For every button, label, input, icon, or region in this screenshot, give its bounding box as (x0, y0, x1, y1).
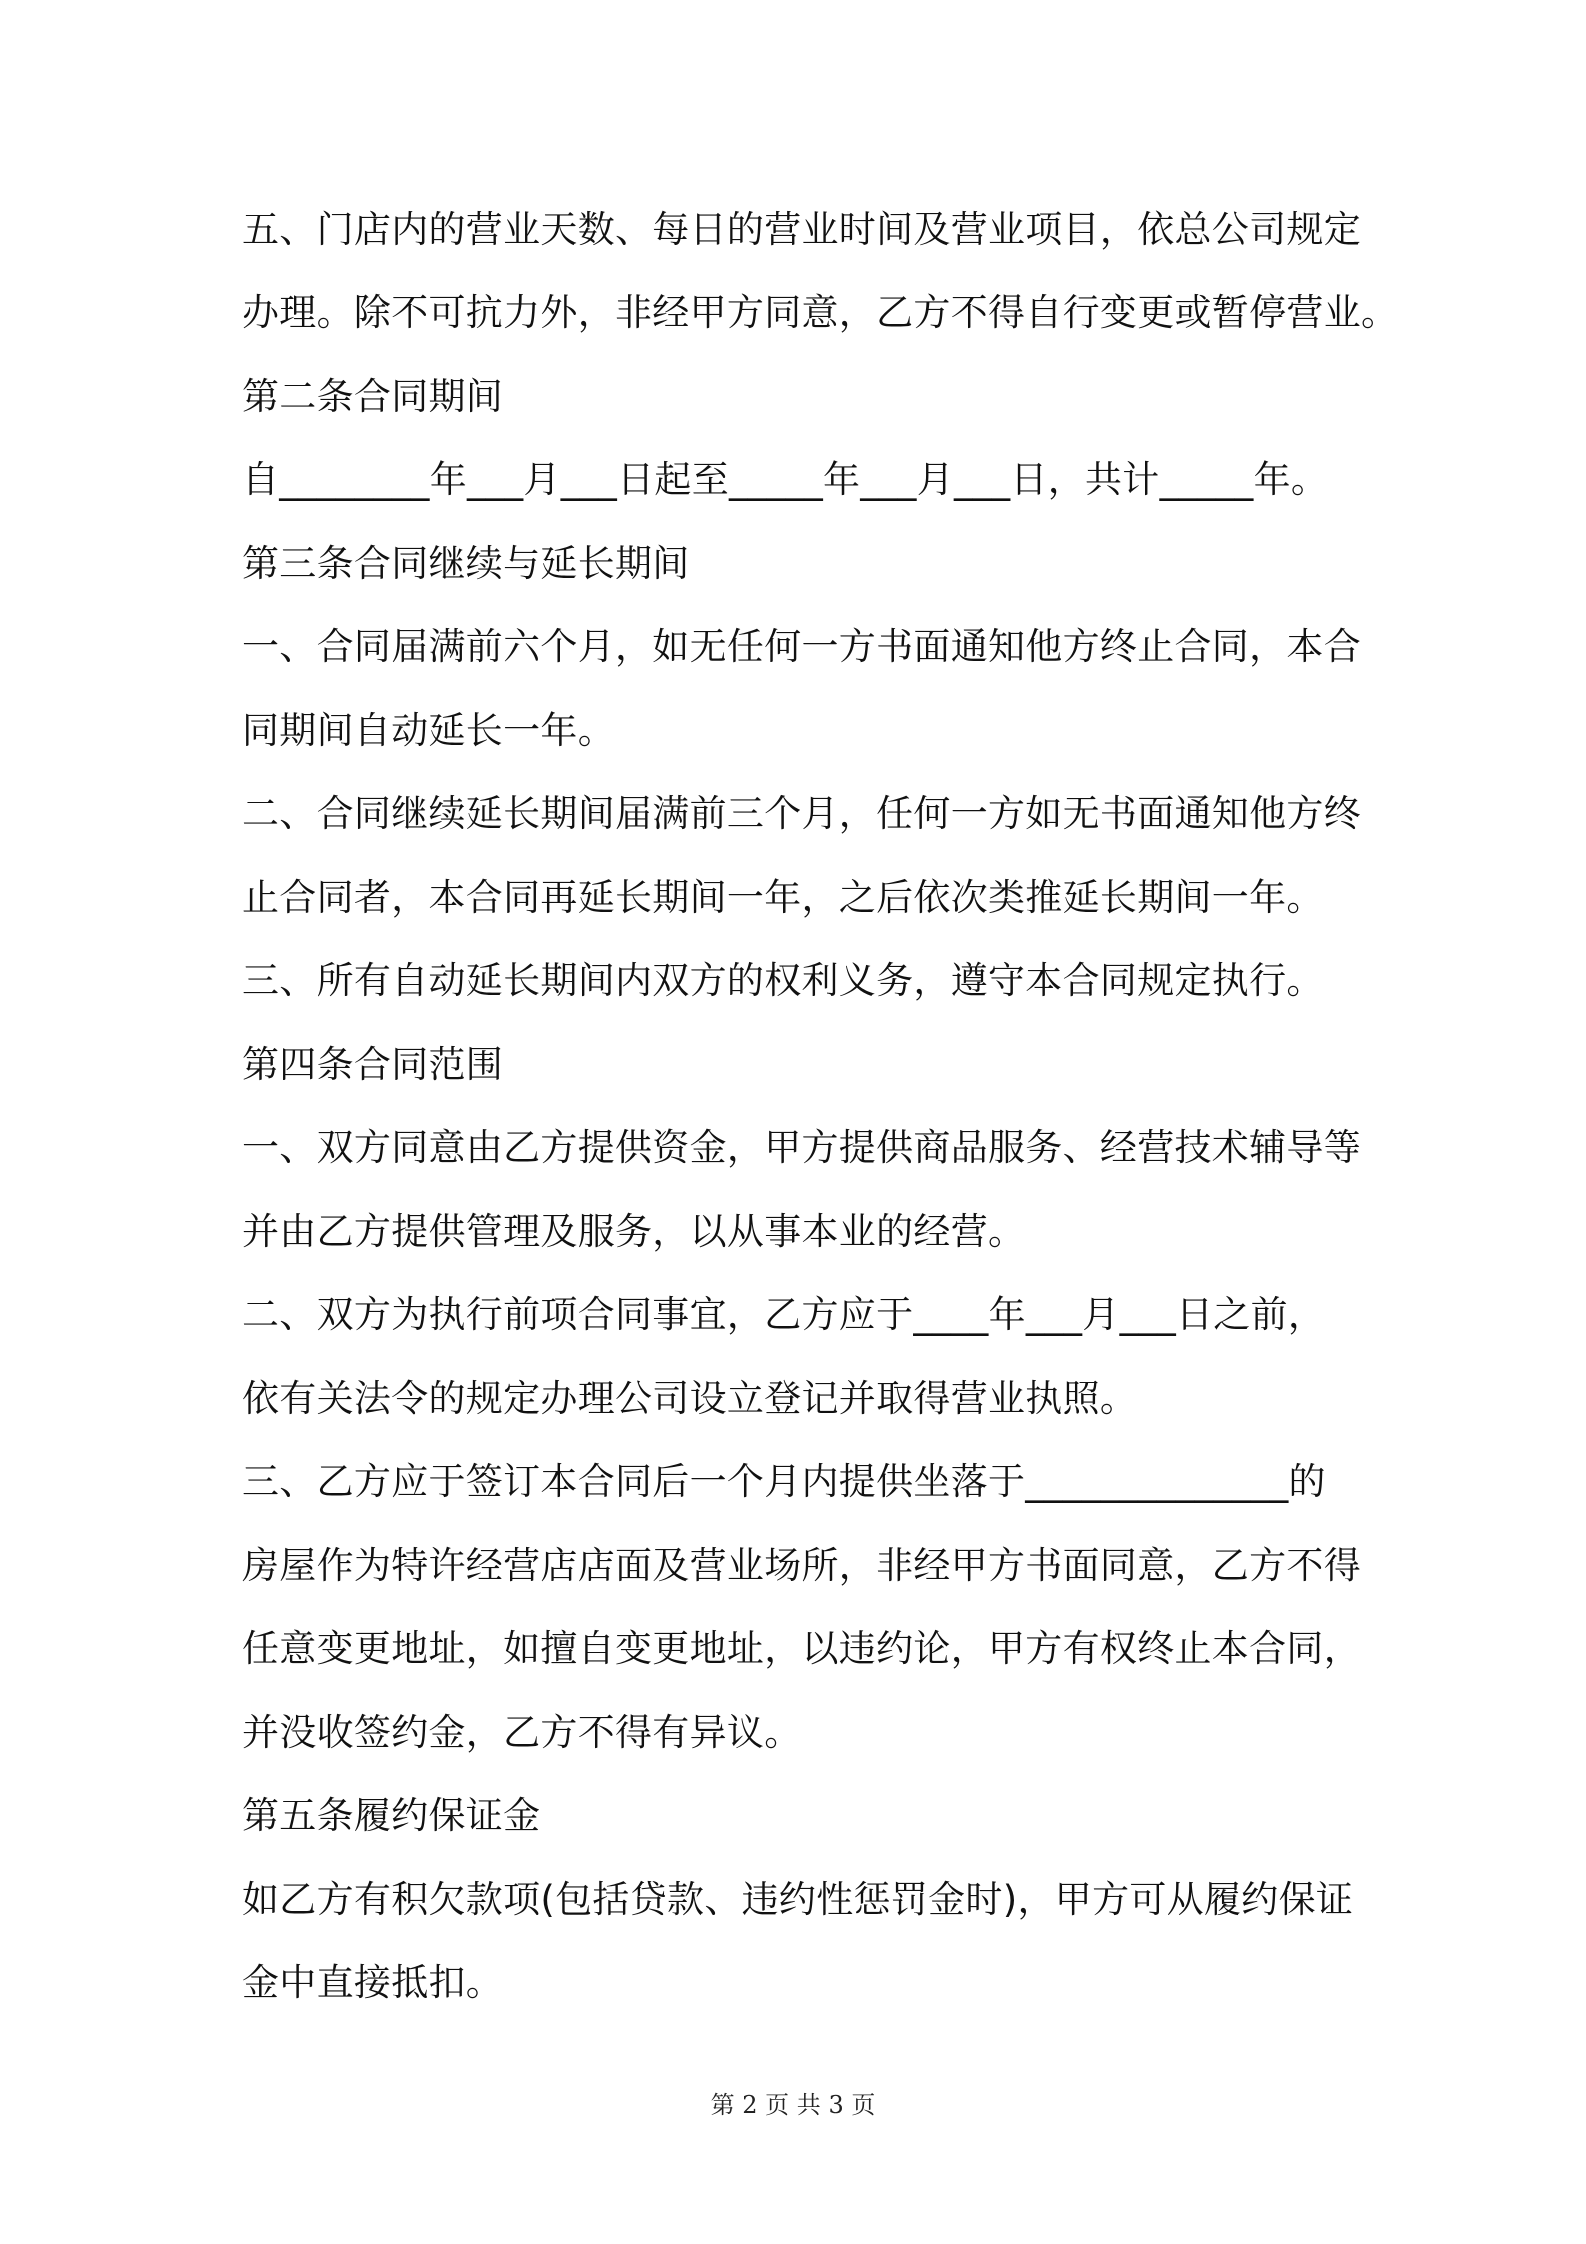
section-heading: 第五条履约保证金 (242, 1794, 541, 1837)
paragraph-line: 依有关法令的规定办理公司设立登记并取得营业执照。 (242, 1377, 1138, 1420)
paragraph-line: 三、所有自动延长期间内双方的权利义务，遵守本合同规定执行。 (242, 959, 1324, 1002)
paragraph-line: 一、合同届满前六个月，如无任何一方书面通知他方终止合同，本合 (242, 625, 1361, 668)
paragraph-line: 并没收签约金，乙方不得有异议。 (242, 1711, 802, 1754)
section-heading: 第四条合同范围 (242, 1043, 504, 1086)
paragraph-line: 二、双方为执行前项合同事宜，乙方应于____年___月___日之前， (242, 1293, 1326, 1336)
section-heading: 第三条合同继续与延长期间 (242, 542, 690, 585)
paragraph-line: 任意变更地址，如擅自变更地址，以违约论，甲方有权终止本合同， (242, 1627, 1361, 1670)
paragraph-line: 五、门店内的营业天数、每日的营业时间及营业项目，依总公司规定 (242, 208, 1361, 251)
paragraph-line: 二、合同继续延长期间届满前三个月，任何一方如无书面通知他方终 (242, 792, 1361, 835)
paragraph-line: 止合同者，本合同再延长期间一年，之后依次类推延长期间一年。 (242, 876, 1324, 919)
paragraph-line: 房屋作为特许经营店店面及营业场所，非经甲方书面同意，乙方不得 (242, 1544, 1361, 1587)
paragraph-line: 金中直接抵扣。 (242, 1961, 504, 2004)
paragraph-line: 并由乙方提供管理及服务，以从事本业的经营。 (242, 1210, 1026, 1253)
paragraph-line: 三、乙方应于签订本合同后一个月内提供坐落于______________的 (242, 1460, 1326, 1503)
page-number-footer: 第 2 页 共 3 页 (710, 2091, 876, 2119)
paragraph-line: 同期间自动延长一年。 (242, 709, 615, 752)
paragraph-line: 办理。除不可抗力外，非经甲方同意，乙方不得自行变更或暂停营业。 (242, 291, 1399, 334)
section-heading: 第二条合同期间 (242, 375, 504, 418)
paragraph-line: 一、双方同意由乙方提供资金，甲方提供商品服务、经营技术辅导等 (242, 1126, 1361, 1169)
paragraph-line: 自________年___月___日起至_____年___月___日，共计_____年。 (242, 458, 1329, 501)
paragraph-line: 如乙方有积欠款项(包括贷款、违约性惩罚金时)，甲方可从履约保证 (242, 1878, 1354, 1921)
